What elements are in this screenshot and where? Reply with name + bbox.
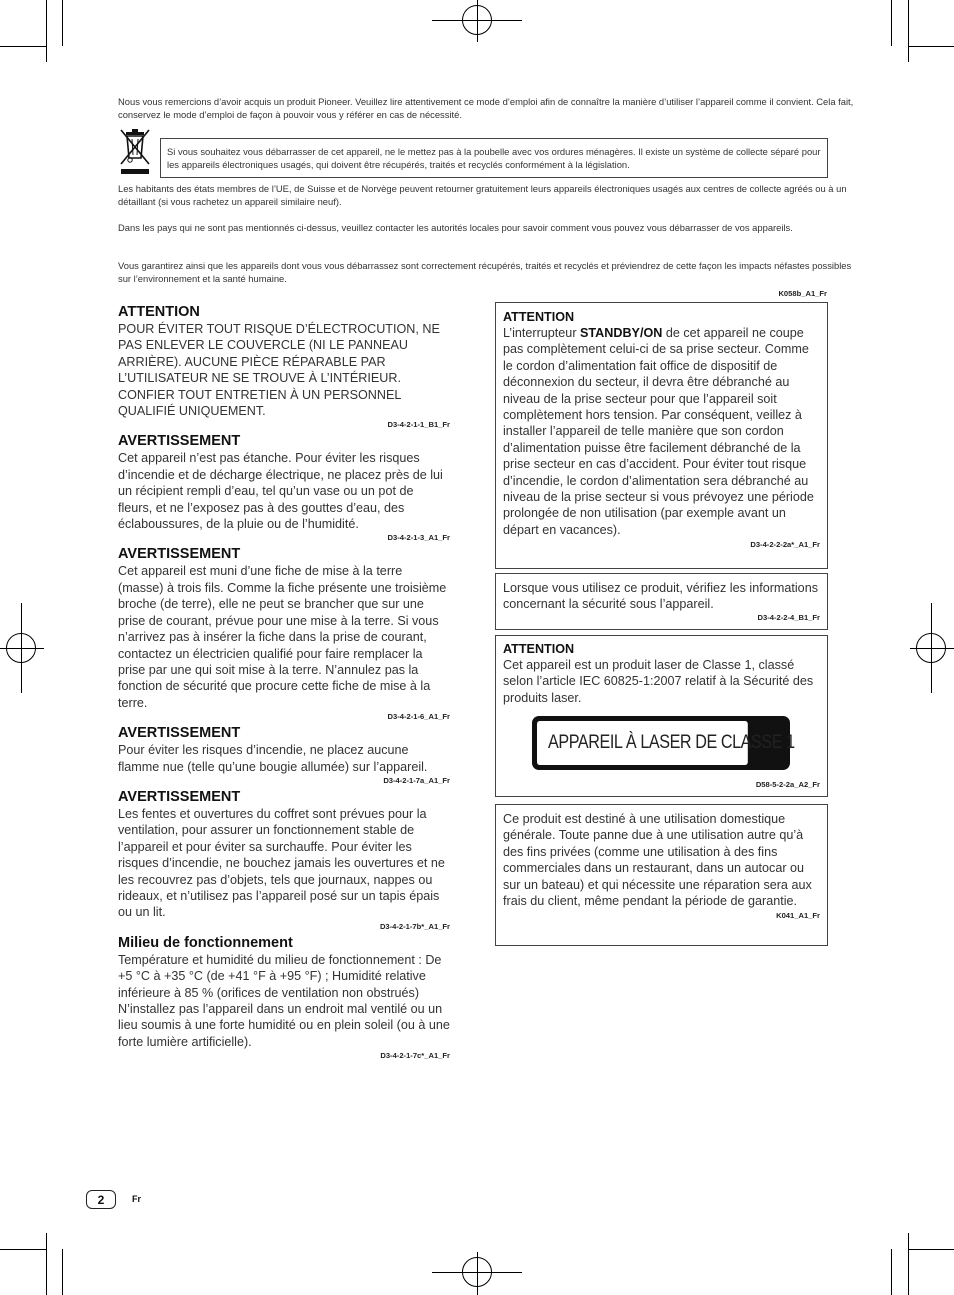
section-heading: ATTENTION bbox=[118, 304, 200, 320]
section-text-2: N’installez pas l’appareil dans un endroit mal ventilé ou un lieu soumis à une forte humidité ou en plein soleil (ou à une forte lumière artificielle). bbox=[118, 1002, 450, 1049]
section-text: POUR ÉVITER TOUT RISQUE D’ÉLECTROCUTION, NE PAS ENLEVER LE COUVERCLE (NI LE PANNEAU ARRIÈRE). AUCUNE PIÈCE RÉPARABLE PAR L’UTILISATEUR NE SE TROUVE À L’INTÉRIEUR. CONFIER TOUT ENTRETIEN À UN PERSONNEL QUALIFIÉ UNIQUEMENT. bbox=[118, 322, 440, 419]
box-text: Lorsque vous utilisez ce produit, vérifiez les informations concernant la sécurité sous l’appareil. bbox=[503, 581, 818, 612]
section-avertissement-ground bbox=[118, 546, 450, 721]
laser-class-label bbox=[532, 716, 795, 770]
safety-info-box bbox=[495, 573, 828, 630]
section-text: Les fentes et ouvertures du coffret sont prévues pour la ventilation, pour assurer un fonctionnement stable de l’appareil et pour éviter sa surchauffe. Pour éviter les risques d’incendie, ne bouchez jamais les ouvertures et ne les recouvrez pas d’objets, tels que journaux, nappes ou rideaux, et n’utilisez pas l’appareil posé sur un tapis épais ou un lit. bbox=[118, 806, 445, 920]
intro-paragraph: Nous vous remercions d’avoir acquis un produit Pioneer. Veuillez lire attentivement ce mode d’emploi afin de connaître la manière d’utiliser l’appareil comme il convient. Cela fait, conservez le mode d’emploi de façon à pouvoir vous y référer en cas de nécessité. bbox=[118, 96, 854, 120]
intro-paragraph-environment: Vous garantirez ainsi que les appareils dont vous vous débarrassez sont correctement récupérés, traités et recyclés et préviendrez de cette façon les impacts néfastes possibles sur l’environnement et la santé humaine. bbox=[118, 260, 852, 284]
box-text-post: de cet appareil ne coupe pas complètement celui-ci de sa prise secteur. Comme le cordon d’alimentation fait office de dispositif de déconnexion du secteur, il devra être débranché au niveau de la prise secteur pour que l’appareil soit complètement hors tension. Par conséquent, veillez à installer l’appareil de telle manière que son cordon d’alimentation puisse être facilement débranché de la prise secteur en cas d’accident. Pour éviter tout risque d’incendie, le cordon d’alimentation sera débranché au niveau de la prise secteur si vous prévoyez une période prolongée de non utilisation (par exemple avant un départ en vacances). bbox=[503, 326, 814, 537]
section-text: Pour éviter les risques d’incendie, ne placez aucune flamme nue (telle qu’une bougie allumée) sur l’appareil. bbox=[118, 743, 428, 774]
section-code: D3-4-2-1-3_A1_Fr bbox=[387, 533, 450, 543]
standby-on-label: STANDBY/ON bbox=[580, 326, 663, 340]
box-code: D3-4-2-2-2a*_A1_Fr bbox=[750, 540, 820, 550]
intro-code: K058b_A1_Fr bbox=[778, 289, 827, 298]
section-code: D3-4-2-1-1_B1_Fr bbox=[387, 420, 450, 430]
section-avertissement-flame bbox=[118, 725, 450, 785]
box-text: Cet appareil est un produit laser de Classe 1, classé selon l’article IEC 60825-1:2007 relatif à la Sécurité des produits laser. bbox=[503, 658, 814, 705]
section-text: Cet appareil n’est pas étanche. Pour éviter les risques d’incendie et de décharge électrique, ne placez près de lui un récipient rempli d’eau, tel qu’un vase ou un pot de fleurs, et ne l’exposez pas à des gouttes d’eau, des éclaboussures, de la pluie ou de l’humidité. bbox=[118, 451, 443, 532]
section-heading: AVERTISSEMENT bbox=[118, 725, 241, 742]
intro-paragraph-eu: Les habitants des états membres de l’UE, de Suisse et de Norvège peuvent retourner gratuitement leurs appareils électroniques usagés aux centres de collecte agréés ou à un détaillant (si vous rachetez un appareil similaire neuf). bbox=[118, 183, 847, 207]
box-heading: ATTENTION bbox=[503, 310, 575, 324]
section-avertissement-ventilation bbox=[118, 789, 450, 931]
language-code: Fr bbox=[132, 1194, 141, 1204]
section-code: D3-4-2-1-7b*_A1_Fr bbox=[379, 921, 450, 931]
box-heading: ATTENTION bbox=[503, 642, 575, 656]
section-code: D3-4-2-1-7c*_A1_Fr bbox=[380, 1051, 450, 1061]
section-environment bbox=[118, 935, 450, 1060]
attention-standby-box bbox=[495, 302, 828, 569]
box-code: K041_A1_Fr bbox=[776, 911, 820, 921]
section-attention bbox=[118, 304, 450, 429]
laser-class-text: APPAREIL À LASER DE CLASSE 1 bbox=[537, 721, 748, 765]
section-heading: AVERTISSEMENT bbox=[118, 433, 241, 450]
section-code: D3-4-2-1-7a_A1_Fr bbox=[383, 775, 450, 785]
section-heading: Milieu de fonctionnement bbox=[118, 934, 293, 951]
left-column bbox=[118, 304, 450, 1060]
section-avertissement-water bbox=[118, 433, 450, 542]
weee-notice-box: Si vous souhaitez vous débarrasser de cet appareil, ne le mettez pas à la poubelle avec vos ordures ménagères. Il existe un système de collecte séparé pour les appareils électroniques usagés, qui doivent être récupérés, traités et recyclés conformément à la législation. bbox=[160, 138, 828, 178]
page-number: 2 bbox=[86, 1190, 116, 1209]
section-code: D3-4-2-1-6_A1_Fr bbox=[387, 712, 450, 722]
section-heading: AVERTISSEMENT bbox=[118, 546, 241, 563]
section-heading: AVERTISSEMENT bbox=[118, 788, 241, 805]
section-text: Température et humidité du milieu de fonctionnement : De +5 °C à +35 °C (de +41 °F à +95 °F) ; Humidité relative inférieure à 85 % (orifices de ventilation non obstrués) bbox=[118, 952, 442, 1000]
box-text: Ce produit est destiné à une utilisation domestique générale. Toute panne due à une utilisation autre qu’à des fins privées (comme une utilisation à des fins commerciales dans un restaurant, dans un autocar ou sur un bateau) et qui nécessite une réparation sera aux frais du client, même pendant la période de garantie. bbox=[503, 812, 812, 909]
intro-paragraph-other: Dans les pays qui ne sont pas mentionnés ci-dessus, veuillez contacter les autorités locales pour savoir comment vous pouvez vous débarrasser de vos appareils. bbox=[118, 222, 793, 233]
section-text: Cet appareil est muni d’une fiche de mise à la terre (masse) à trois fils. Comme la fiche présente une troisième broche (de terre), elle ne peut se brancher que sur une prise de courant, prévue pour une mise à la terre. Si vous n’arrivez pas à insérer la fiche dans la prise de courant, contactez un électricien qualifié pour faire remplacer la prise par une qui soit mise à la terre. N’annulez pas la fonction de sécurité que procure cette fiche de mise à la terre. bbox=[118, 564, 447, 710]
weee-bin-icon bbox=[118, 126, 152, 176]
box-text-pre: L’interrupteur bbox=[503, 326, 581, 340]
laser-box-code: D58-5-2-2a_A2_Fr bbox=[755, 780, 820, 789]
domestic-use-box bbox=[495, 804, 828, 946]
box-code: D3-4-2-2-4_B1_Fr bbox=[757, 612, 820, 622]
